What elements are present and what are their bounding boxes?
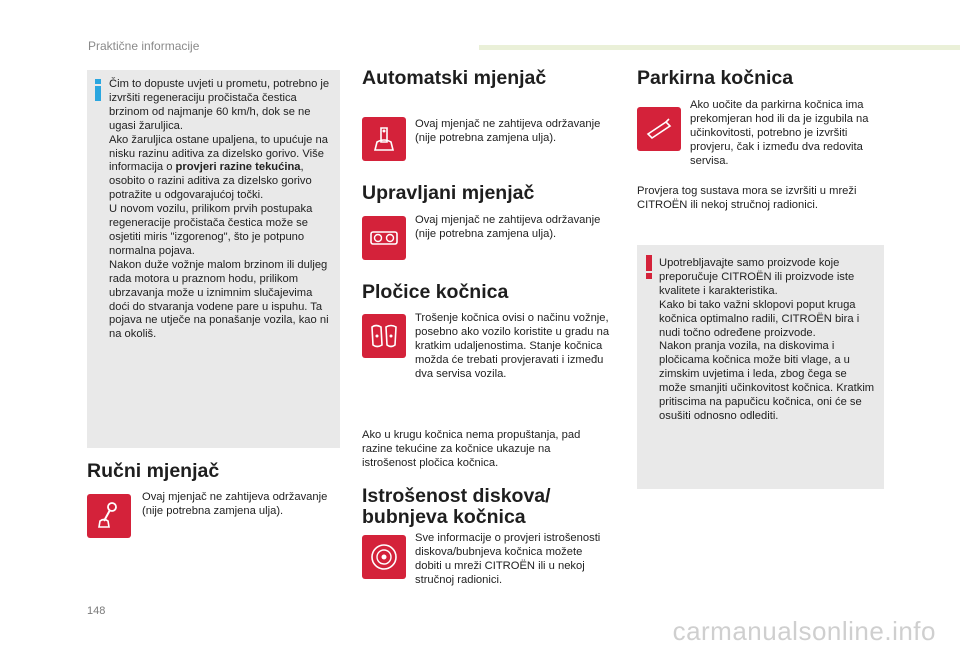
- brake-pads-extra: Ako u krugu kočnica nema propuštanja, pad razine tekućine za kočnice ukazuje na istrošenost pločica kočnica.: [362, 429, 581, 469]
- brake-disc-text: Sve informacije o provjeri istrošenosti diskova/bubnjeva kočnica možete dobiti u mreži CITROËN ili u nekoj stručnoj radionici.: [415, 532, 601, 586]
- info-line-2: [109, 134, 335, 204]
- info-line-1: Čim to dopuste uvjeti u prometu, potrebno je izvršiti regeneraciju pročistača čestica brzinom od najmanje 60 km/h, dok se ne ugasi žaruljica.: [109, 78, 330, 132]
- info-text: [109, 78, 335, 342]
- parking-brake-extra: Provjera tog sustava mora se izvršiti u mreži CITROËN ili nekoj stručnoj radionici.: [637, 185, 857, 211]
- info-line-2-bold: provjeri razine tekućina: [175, 161, 301, 174]
- brake-disc-title-1: Istrošenost diskova/: [362, 485, 551, 507]
- warning-box: [637, 245, 884, 489]
- page-number: 148: [87, 605, 106, 617]
- warning-line-1: Upotrebljavajte samo proizvode koje preporučuje CITROËN ili proizvode iste kvalitete i karakteristika.: [659, 257, 855, 297]
- info-box: [87, 70, 340, 448]
- automatic-gearbox-text: Ovaj mjenjač ne zahtijeva održavanje (nije potrebna zamjena ulja).: [415, 118, 601, 144]
- warning-line-2: Kako bi tako važni sklopovi poput kruga kočnica optimalno radili, CITROËN bira i nudi točno određene proizvode.: [659, 298, 860, 339]
- brake-disc-title-2: bubnjeva kočnica: [362, 506, 526, 528]
- header-bar: [479, 45, 960, 50]
- info-line-2-pre: Ako žaruljica ostane upaljena, to upućuje na nisku razinu aditiva za dizelsko gorivo. Više informacija o: [109, 133, 328, 174]
- automatic-gearbox-title: Automatski mjenjač: [362, 67, 547, 89]
- info-line-3: U novom vozilu, prilikom prvih postupaka regeneracije pročistača čestica može se osjetiti miris "izgorenog", što je potpuno normalna pojava.: [109, 203, 313, 257]
- brake-pads-icon: [362, 314, 406, 358]
- watermark: carmanualsonline.info: [672, 616, 936, 646]
- info-icon: [93, 79, 103, 101]
- manual-gearbox-text: Ovaj mjenjač ne zahtijeva održavanje (nije potrebna zamjena ulja).: [142, 491, 328, 517]
- manual-gearbox-title: Ručni mjenjač: [87, 460, 220, 482]
- warning-text: [647, 257, 877, 424]
- brake-pads-text: Trošenje kočnica ovisi o načinu vožnje, posebno ako vozilo koristite u gradu na kratkim udaljenostima. Stanje kočnica možda će trebati provjeravati i između dva servisa vozila.: [415, 312, 610, 380]
- brake-disc-icon: [362, 535, 406, 579]
- automatic-gearbox-icon: [362, 117, 406, 161]
- warning-line-3: Nakon pranja vozila, na diskovima i pločicama kočnica može biti vlage, a u zimskim uvjetima i leda, zbog čega se može smanjiti učinkovitost kočnica. Kratkim pritiscima na papučicu kočnica, oni će se osušiti odnosno odlediti.: [659, 340, 875, 422]
- mode-selector-icon: [362, 216, 406, 260]
- parking-brake-title: Parkirna kočnica: [637, 67, 794, 89]
- page-header-title: Praktične informacije: [88, 39, 200, 53]
- parking-brake-text: Ako uočite da parkirna kočnica ima prekomjeran hod ili da je izgubila na učinkovitosti, potrebno je izvršiti provjeru, čak i između dva redovita servisa.: [690, 99, 869, 167]
- info-line-2-post: , osobito o razini aditiva za dizelsko gorivo potražite u odgovarajućoj točki.: [109, 161, 312, 202]
- controlled-gearbox-text: Ovaj mjenjač ne zahtijeva održavanje (nije potrebna zamjena ulja).: [415, 214, 601, 240]
- parking-brake-icon: [637, 107, 681, 151]
- controlled-gearbox-title: Upravljani mjenjač: [362, 182, 535, 204]
- brake-pads-title: Pločice kočnica: [362, 281, 509, 303]
- gear-lever-icon: [87, 494, 131, 538]
- info-line-4: Nakon duže vožnje malom brzinom ili duljeg rada motora u praznom hodu, prilikom ubrzavanja može u iznimnim slučajevima doći do stvaranja vodene pare u ispuhu. Ta pojava ne utječe na ponašanje vozila, kao ni na okoliš.: [109, 258, 329, 341]
